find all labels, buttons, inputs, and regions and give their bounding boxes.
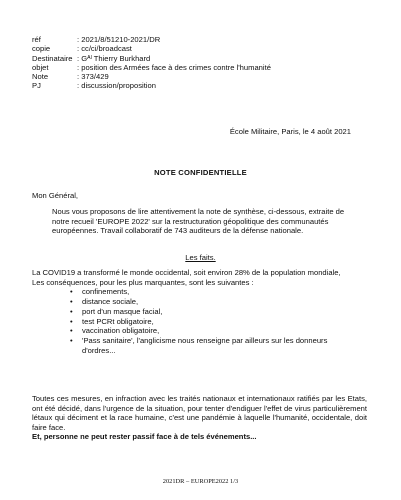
bullet-icon: • xyxy=(70,287,73,297)
page-footer: 2021DR – EUROPE2022 1/3 xyxy=(162,478,239,485)
closing-statement: Et, personne ne peut rester passif face à de tels événements... xyxy=(32,432,257,441)
intro-paragraph: Nous vous proposons de lire attentivement la note de synthèse, ci-dessous, extraite de notre recueil 'EUROPE 2022' sur la restructuration géopolitique des communautés européennes. Travail collaboratif de 743 auditeurs de la défense nationale. xyxy=(52,207,345,236)
list-item xyxy=(70,297,362,307)
list-item-text: 'Pass sanitaire', l'anglicisme nous renseigne par ailleurs sur les donneurs d'ordres... xyxy=(82,336,328,355)
list-item-text: vaccination obligatoire, xyxy=(82,326,160,336)
measures-paragraph: Toutes ces mesures, en infraction avec les traités nationaux et internationaux ratifiés par les Etats, ont été décidé, dans l'urgence de la situation, pour tenter d'endiguer l'effet de virus particulièrement létaux qui déciment et la race humaine, c'est une pandémie à laquelle l'humanité, occidentale, doit faire face. xyxy=(32,394,367,433)
meta-value: : position des Armées face à des crimes contre l'humanité xyxy=(77,62,271,72)
meta-key: réf xyxy=(32,35,41,44)
meta-row-subject xyxy=(32,63,271,72)
bullet-icon: • xyxy=(70,297,73,307)
meta-key: objet xyxy=(32,62,49,72)
meta-value: : 373/429 xyxy=(77,72,109,81)
meta-row-copy xyxy=(32,44,271,53)
meta-value: : 2021/8/51210-2021/DR xyxy=(77,35,161,44)
list-item xyxy=(70,336,362,355)
list-item xyxy=(70,287,362,297)
salutation: Mon Général, xyxy=(32,191,79,200)
list-item-text: port d'un masque facial, xyxy=(82,306,163,316)
meta-key: copie xyxy=(32,44,51,54)
list-item xyxy=(70,326,362,336)
bullet-icon: • xyxy=(70,326,73,336)
list-item xyxy=(70,306,362,317)
meta-key: Destinataire xyxy=(32,53,73,63)
header-metadata xyxy=(32,35,271,91)
meta-row-attachment xyxy=(32,81,271,90)
meta-value: : discussion/proposition xyxy=(77,81,156,91)
list-item-text: confinements, xyxy=(82,287,130,297)
bullet-icon: • xyxy=(70,316,73,326)
meta-row-recipient xyxy=(32,54,271,63)
meta-row-note xyxy=(32,72,271,81)
list-item-text: distance sociale, xyxy=(82,297,139,307)
metadata-table xyxy=(32,35,271,91)
facts-line: La COVID19 a transformé le monde occidental, soit environ 28% de la population mondiale, xyxy=(32,268,341,277)
section-heading: Les faits. xyxy=(185,253,216,262)
meta-value: : cc/ci/broadcast xyxy=(77,44,132,54)
consequences-list xyxy=(32,287,362,355)
list-item-text: test PCRt obligatoire, xyxy=(82,316,154,326)
meta-key: Note xyxy=(32,72,49,81)
meta-value: : Gᴬˡ Thierry Burkhard xyxy=(77,53,151,63)
bullet-icon: • xyxy=(70,336,73,346)
date-line: École Militaire, Paris, le 4 août 2021 xyxy=(229,127,351,136)
list-item xyxy=(70,316,362,327)
bullet-icon: • xyxy=(70,306,73,316)
facts-line: Les conséquences, pour les plus marquantes, sont les suivantes : xyxy=(32,277,254,287)
facts-block xyxy=(32,268,362,355)
document-title: NOTE CONFIDENTIELLE xyxy=(154,168,247,177)
meta-key: PJ xyxy=(32,81,41,91)
meta-row-ref xyxy=(32,35,271,44)
